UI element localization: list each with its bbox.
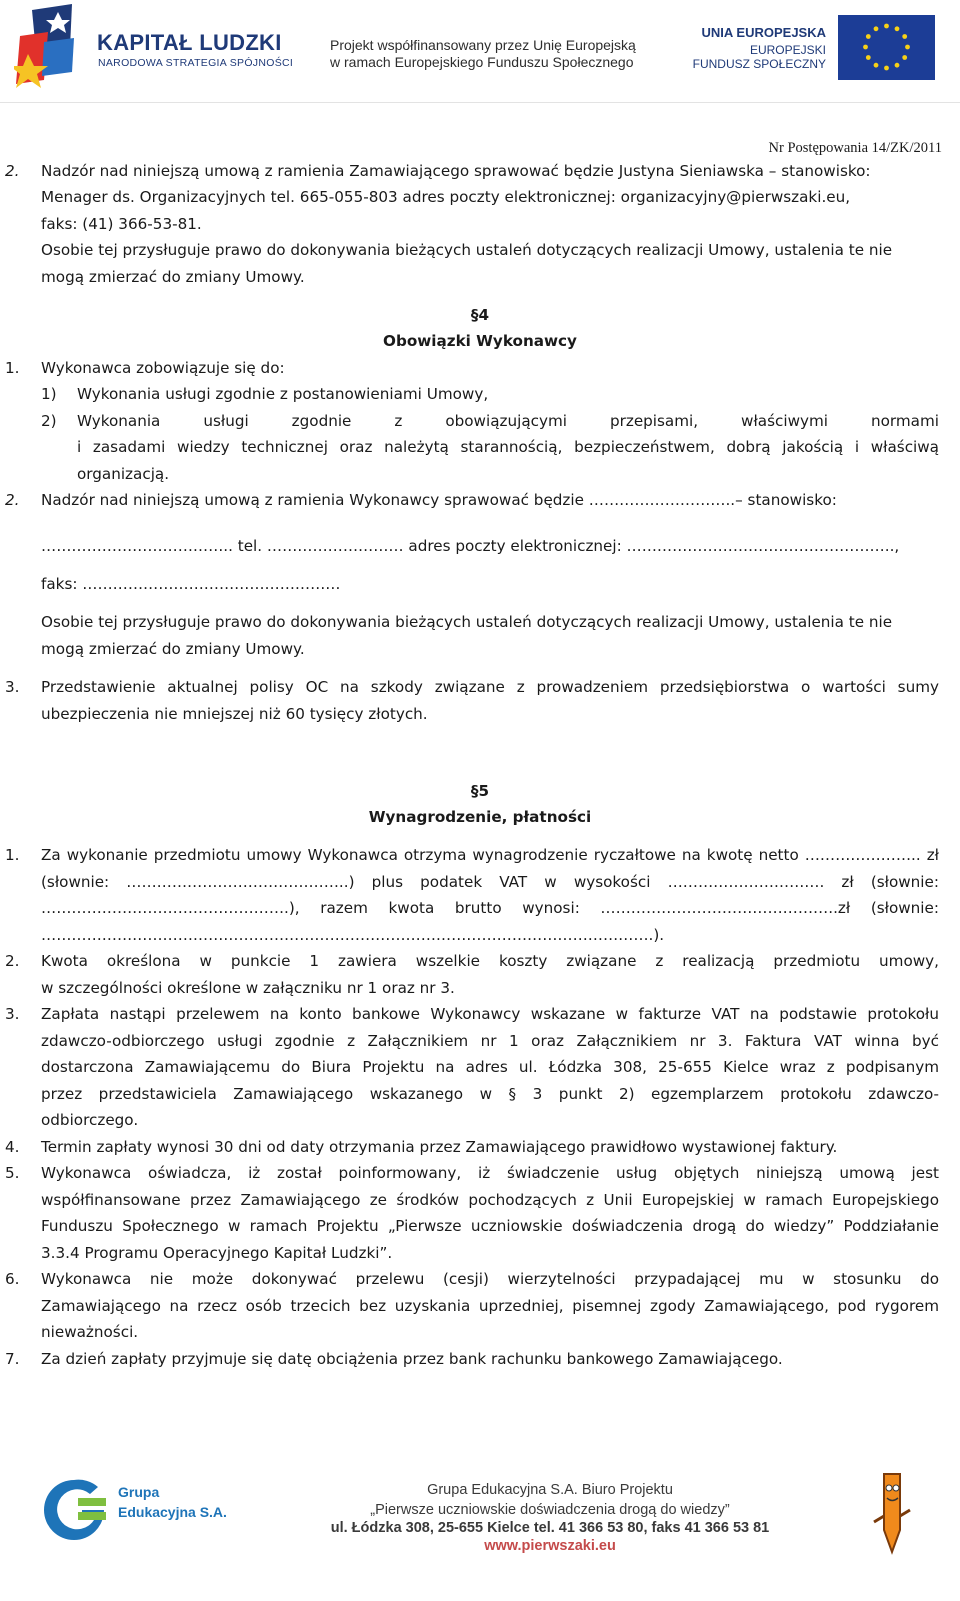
project-line-2: w ramach Europejskiego Funduszu Społecznego: [330, 54, 634, 70]
section-heading: §5: [470, 782, 490, 800]
page-header: [0, 0, 960, 100]
project-line-1: Projekt współfinansowany przez Unię Europejską: [330, 37, 636, 53]
eu-line-1: UNIA EUROPEJSKA: [701, 25, 826, 40]
paragraph-line: Wykonawca nie może dokonywać przelewu (cesji) wierzytelności przypadającej mu w stosunku do: [41, 1270, 939, 1288]
kapital-ludzki-logo: [14, 2, 78, 96]
paragraph-line: ……………………………….. tel. ……………………… adres poczty elektronicznej: ……………………………………………..,: [41, 537, 900, 555]
paragraph-line: Za wykonanie przedmiotu umowy Wykonawca otrzyma wynagrodzenie ryczałtowe na kwotę netto ………………….. zł: [41, 846, 939, 864]
paragraph-line: Nadzór nad niniejszą umową z ramienia Wykonawcy sprawować będzie ………………………..– stanowisko:: [41, 491, 837, 509]
eu-line-2: EUROPEJSKI: [749, 43, 826, 57]
sub-item-number: 2): [41, 412, 57, 430]
paragraph-line: Zamawiającego na rzecz osób trzecich bez uzyskania uprzedniej, pisemnej zgody Zamawiającego, pod rygorem: [41, 1296, 939, 1315]
office-line-2: „Pierwsze uczniowskie doświadczenia drogą do wiedzy”: [370, 1502, 730, 1518]
mascot-pencil-icon: [870, 1470, 912, 1556]
item-number: 6.: [5, 1270, 20, 1288]
sub-item-text: organizacją.: [77, 465, 170, 483]
paragraph-line: w szczególności określone w załączniku nr 1 oraz nr 3.: [41, 978, 455, 997]
paragraph-line: współfinansowane przez Zamawiającego ze środków pochodzących z Unii Europejskiej w ramach Europejskiego: [41, 1190, 939, 1209]
office-address: ul. Łódzka 308, 25-655 Kielce tel. 41 366 53 80, faks 41 366 53 81: [330, 1520, 770, 1536]
paragraph-line: Nadzór nad niniejszą umową z ramienia Zamawiającego sprawować będzie Justyna Sieniawska – stanowisko:: [41, 162, 871, 180]
paragraph-line: ………………………………………………………………………………………………………….).: [41, 925, 665, 944]
item-number: 4.: [5, 1137, 20, 1156]
item-number: 3.: [5, 1005, 20, 1023]
page-footer: [0, 1460, 960, 1601]
paragraph-line: ubezpieczenia nie mniejszej niż 60 tysięcy złotych.: [41, 705, 428, 723]
sub-item-text: i zasadami wiedzy technicznej oraz należytą starannością, bezpieczeństwem, dobrą jakością i właściwą: [77, 438, 939, 456]
item-number: 1.: [5, 359, 20, 377]
logo-title: KAPITAŁ LUDZKI: [97, 30, 282, 55]
item-number: 2.: [5, 491, 20, 509]
item-number: 7.: [5, 1349, 20, 1368]
section-title: Obowiązki Wykonawcy: [383, 332, 577, 350]
company-name-line-1: Grupa: [118, 1484, 160, 1500]
paragraph-line: przez przedstawiciela Zamawiającego wskazanego w § 3 punkt 2) egzemplarzem protokołu zdawczo-: [41, 1084, 939, 1103]
paragraph-line: nieważności.: [41, 1323, 139, 1341]
paragraph-line: odbiorczego.: [41, 1111, 139, 1129]
office-line-1: Grupa Edukacyjna S.A. Biuro Projektu: [427, 1482, 673, 1498]
paragraph-line: 3.3.4 Programu Operacyjnego Kapitał Ludzki”.: [41, 1243, 393, 1262]
sub-item-text: Wykonania usługi zgodnie z obowiązującymi przepisami, właściwymi normami: [77, 412, 939, 430]
paragraph-line: Kwota określona w punkcie 1 zawiera wszelkie koszty związane z realizacją przedmiotu umowy,: [41, 952, 939, 970]
sub-item-number: 1): [41, 385, 57, 403]
paragraph-line: faks: (41) 366-53-81.: [41, 215, 202, 233]
section-heading: §4: [470, 306, 490, 324]
paragraph-line: Termin zapłaty wynosi 30 dni od daty otrzymania przez Zamawiającego prawidłowo wystawionej faktury.: [41, 1137, 838, 1156]
eu-line-3: FUNDUSZ SPOŁECZNY: [692, 57, 826, 71]
paragraph-line: mogą zmierzać do zmiany Umowy.: [41, 268, 305, 286]
section-title: Wynagrodzenie, płatności: [368, 808, 592, 826]
paragraph-line: (słownie: ……………………………………..) plus podatek VAT w wysokości …………………………. zł (słownie:: [41, 872, 939, 891]
paragraph-line: ………………………………………….), razem kwota brutto wynosi: ………………………………………..zł (słownie:: [41, 899, 939, 917]
item-number: 2.: [5, 162, 20, 180]
paragraph-line: dostarczona Zamawiającemu do Biura Projektu na adres ul. Łódzka 308, 25-655 Kielce wraz z podpisanym: [41, 1058, 939, 1076]
paragraph-line: zdawczo-odbiorczego usługi zgodnie z Załącznikiem nr 1 oraz Załącznikiem nr 3. Faktura VAT winna być: [41, 1031, 939, 1050]
paragraph-line: mogą zmierzać do zmiany Umowy.: [41, 640, 305, 658]
company-name-line-2: Edukacyjna S.A.: [118, 1504, 227, 1520]
logo-subtitle: NARODOWA STRATEGIA SPÓJNOŚCI: [98, 57, 294, 69]
paragraph-line: Osobie tej przysługuje prawo do dokonywania bieżących ustaleń dotyczących realizacji Umowy, ustalenia te nie: [41, 241, 893, 259]
paragraph-line: Przedstawienie aktualnej polisy OC na szkody związane z prowadzeniem przedsiębiorstwa o wartości sumy: [41, 678, 939, 696]
sub-item-text: Wykonania usługi zgodnie z postanowieniami Umowy,: [77, 385, 489, 403]
item-number: 3.: [5, 678, 20, 696]
header-divider: [0, 102, 960, 103]
paragraph-line: Osobie tej przysługuje prawo do dokonywania bieżących ustaleń dotyczących realizacji Umowy, ustalenia te nie: [41, 613, 893, 631]
item-number: 5.: [5, 1164, 20, 1182]
item-number: 1.: [5, 846, 20, 864]
item-number: 2.: [5, 952, 20, 970]
paragraph-line: Menager ds. Organizacyjnych tel. 665-055-803 adres poczty elektronicznej: organizacyjny@pierwszaki.eu,: [41, 188, 851, 206]
paragraph-line: Za dzień zapłaty przyjmuje się datę obciążenia przez bank rachunku bankowego Zamawiającego.: [41, 1349, 783, 1368]
eu-flag-icon: [838, 15, 935, 80]
paragraph-line: Wykonawca zobowiązuje się do:: [41, 359, 285, 377]
grupa-edukacyjna-logo: [38, 1474, 110, 1546]
website-link[interactable]: www.pierwszaki.eu: [484, 1538, 616, 1554]
paragraph-line: Zapłata nastąpi przelewem na konto bankowe Wykonawcy wskazane w fakturze VAT na podstawie protokołu: [41, 1005, 939, 1023]
paragraph-line: faks: ……………………………………………: [41, 575, 341, 593]
paragraph-line: Wykonawca oświadcza, iż został poinformowany, iż świadczenie usług objętych niniejszą umową jest: [41, 1164, 939, 1182]
case-number: Nr Postępowania 14/ZK/2011: [768, 140, 942, 156]
paragraph-line: Funduszu Społecznego w ramach Projektu „Pierwsze uczniowskie doświadczenia drogą do wiedzy” Poddziałanie: [41, 1217, 939, 1235]
